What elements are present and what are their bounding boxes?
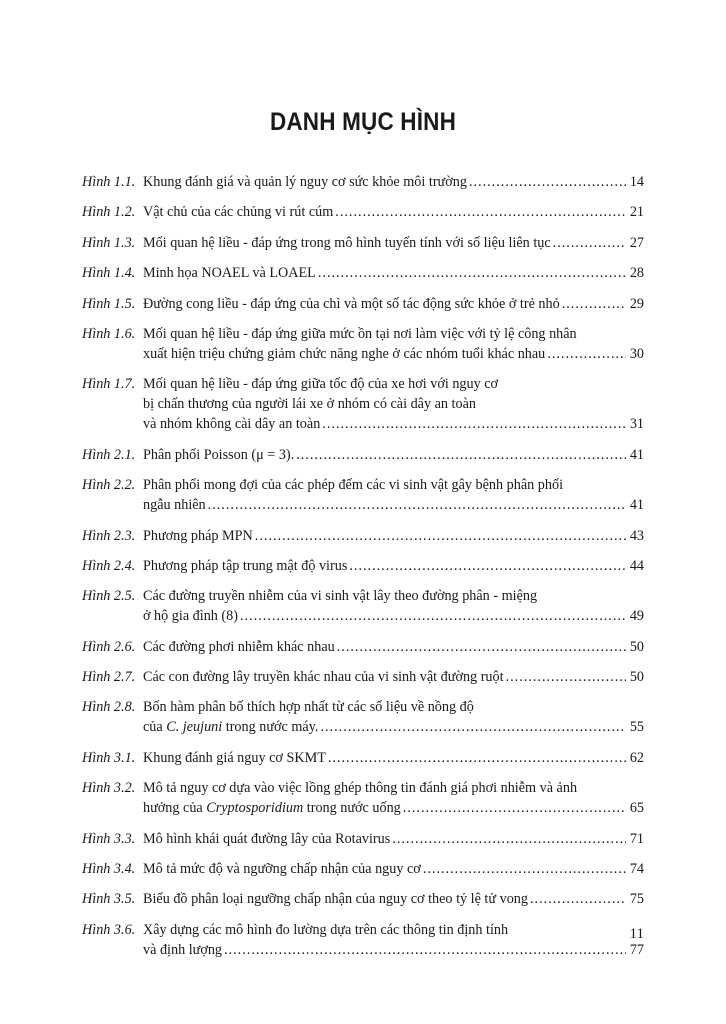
figure-page-number: 65	[629, 800, 644, 817]
figure-label: Hình 2.3.	[82, 527, 136, 544]
figure-label: Hình 3.2.	[82, 780, 136, 797]
figure-caption-line: bị chấn thương của người lái xe ở nhóm có cài dây an toàn	[143, 396, 476, 413]
dot-leader	[296, 445, 626, 465]
dot-leader	[547, 344, 626, 364]
dot-leader	[530, 889, 626, 909]
figure-page-number: 71	[629, 830, 644, 847]
figure-caption-text: trong nước máy.	[222, 719, 319, 736]
figure-caption-text: Biểu đồ phân loại ngưỡng chấp nhận của nguy cơ theo tỷ lệ tử vong	[143, 891, 528, 908]
figure-page-number: 50	[629, 669, 644, 686]
figure-entry	[82, 475, 644, 515]
figure-caption-text: Mô tả mức độ và ngưỡng chấp nhận của nguy cơ	[143, 861, 421, 878]
figure-page-number: 30	[629, 345, 644, 362]
dot-leader	[224, 940, 626, 960]
figure-caption-text: Đường cong liều - đáp ứng của chì và một số tác động sức khỏe ở trẻ nhỏ	[143, 295, 560, 312]
figure-caption-text: xuất hiện triệu chứng giảm chức năng nghe ở các nhóm tuổi khác nhau	[143, 345, 546, 362]
figure-page-number: 14	[629, 174, 644, 190]
figure-caption-text: hưởng của	[143, 800, 207, 817]
figure-label: Hình 3.1.	[82, 749, 136, 766]
figure-page-number: 77	[629, 941, 644, 958]
figure-label: Hình 2.1.	[82, 446, 136, 463]
dot-leader	[318, 263, 626, 283]
figure-caption-text: ở hộ gia đình (8)	[143, 608, 238, 625]
figure-page-number: 62	[629, 749, 644, 766]
dot-leader	[423, 859, 626, 879]
figure-entry	[82, 829, 644, 849]
figure-caption-line	[143, 344, 644, 364]
figure-page-number: 74	[629, 861, 644, 878]
figure-caption-italic: Cryptosporidium	[206, 800, 304, 817]
dot-leader	[469, 172, 626, 192]
figure-caption-line	[143, 748, 644, 768]
figure-caption-text: và nhóm không cài dây an toàn	[143, 416, 321, 433]
figure-entry	[82, 667, 644, 687]
figure-label: Hình 1.5.	[82, 295, 136, 312]
figure-caption-line	[143, 445, 644, 465]
figure-label: Hình 2.6.	[82, 638, 136, 655]
figure-page-number: 50	[629, 638, 644, 655]
figure-label: Hình 2.8.	[82, 699, 136, 716]
figure-caption-line	[143, 889, 644, 909]
figure-page-number: 49	[629, 608, 644, 625]
figure-caption-text: trong nước uống	[303, 800, 401, 817]
figure-caption-line	[143, 202, 644, 222]
figure-label: Hình 1.7.	[82, 376, 136, 393]
figure-entry	[82, 859, 644, 879]
figure-caption-line: Mối quan hệ liều - đáp ứng giữa tốc độ của xe hơi với nguy cơ	[143, 376, 499, 393]
figure-page-number: 31	[629, 416, 644, 433]
page-number: 11	[629, 926, 644, 942]
figure-caption-text: Phân phối Poisson (μ = 3).	[143, 446, 295, 463]
dot-leader	[506, 667, 626, 687]
figure-caption-text: Mối quan hệ liều - đáp ứng trong mô hình tuyến tính với số liệu liên tục	[143, 234, 551, 251]
figure-page-number: 27	[629, 234, 644, 251]
figure-entry	[82, 202, 644, 222]
figure-caption-text: Minh họa NOAEL và LOAEL	[143, 265, 316, 282]
dot-leader	[337, 637, 626, 657]
figure-caption-text: Khung đánh giá và quản lý nguy cơ sức khỏe môi trường	[143, 174, 467, 190]
figure-caption-line: Mô tả nguy cơ dựa vào việc lồng ghép thông tin đánh giá phơi nhiễm và ảnh	[143, 780, 578, 797]
figure-caption-text: Phương pháp tập trung mật độ virus	[143, 557, 348, 574]
figure-caption-text: ngẫu nhiên	[143, 497, 206, 514]
figure-entry	[82, 172, 644, 192]
figure-caption-line	[143, 414, 644, 434]
figure-page-number: 44	[629, 557, 644, 574]
figure-entry	[82, 263, 644, 283]
figure-label: Hình 2.5.	[82, 588, 136, 605]
dot-leader	[320, 717, 626, 737]
figure-caption-line	[143, 526, 644, 546]
figure-entry	[82, 586, 644, 626]
dot-leader	[403, 798, 626, 818]
figure-label: Hình 3.4.	[82, 861, 136, 878]
figure-label: Hình 3.3.	[82, 830, 136, 847]
figure-page-number: 41	[629, 497, 644, 514]
figure-entry	[82, 697, 644, 737]
figure-caption-text: Khung đánh giá nguy cơ SKMT	[143, 749, 326, 766]
dot-leader	[335, 202, 626, 222]
figure-label: Hình 2.2.	[82, 477, 136, 494]
figure-caption-line	[143, 606, 644, 626]
figure-entry	[82, 294, 644, 314]
figure-caption-text: Các đường phơi nhiễm khác nhau	[143, 638, 335, 655]
figure-label: Hình 3.6.	[82, 921, 136, 938]
figure-list	[82, 172, 644, 970]
figure-caption-line: Phân phối mong đợi của các phép đếm các vi sinh vật gây bệnh phân phối	[143, 477, 564, 494]
dot-leader	[240, 606, 626, 626]
dot-leader	[328, 748, 626, 768]
figure-page-number: 43	[629, 527, 644, 544]
figure-page-number: 55	[629, 719, 644, 736]
figure-caption-line	[143, 495, 644, 515]
figure-label: Hình 3.5.	[82, 891, 136, 908]
dot-leader	[553, 233, 626, 253]
figure-entry	[82, 233, 644, 253]
figure-label: Hình 1.3.	[82, 234, 136, 251]
figure-page-number: 29	[629, 295, 644, 312]
figure-caption-line	[143, 263, 644, 283]
figure-entry	[82, 445, 644, 465]
dot-leader	[322, 414, 626, 434]
figure-label: Hình 2.4.	[82, 557, 136, 574]
figure-entry	[82, 324, 644, 364]
figure-entry	[82, 556, 644, 576]
figure-caption-line	[143, 556, 644, 576]
figure-caption-line: Bốn hàm phân bố thích hợp nhất từ các số liệu về nồng độ	[143, 699, 474, 716]
figure-caption-line	[143, 717, 644, 737]
dot-leader	[208, 495, 626, 515]
figure-caption-line	[143, 940, 644, 960]
figure-caption-text: Mô hình khái quát đường lây của Rotavirus	[143, 830, 391, 847]
figure-caption-line	[143, 798, 644, 818]
figure-caption-text: Vật chủ của các chủng vi rút cúm	[143, 204, 334, 221]
figure-caption-line	[143, 233, 644, 253]
figure-caption-line	[143, 667, 644, 687]
figure-page-number: 28	[629, 265, 644, 282]
figure-entry	[82, 374, 644, 434]
figure-caption-line: Xây dựng các mô hình đo lường dựa trên các thông tin định tính	[143, 921, 509, 938]
figure-entry	[82, 526, 644, 546]
figure-caption-line	[143, 859, 644, 879]
figure-entry	[82, 920, 644, 960]
dot-leader	[349, 556, 626, 576]
figure-caption-text: Các con đường lây truyền khác nhau của vi sinh vật đường ruột	[143, 669, 504, 686]
figure-label: Hình 1.6.	[82, 325, 136, 342]
figure-caption-text: Phương pháp MPN	[143, 527, 253, 544]
figure-entry	[82, 778, 644, 818]
page-title: DANH MỤC HÌNH	[269, 108, 457, 136]
figure-entry	[82, 889, 644, 909]
figure-page-number: 41	[629, 446, 644, 463]
figure-caption-italic: C. jeujuni	[166, 719, 223, 736]
figure-label: Hình 2.7.	[82, 669, 136, 686]
figure-caption-text: và định lượng	[143, 941, 223, 958]
figure-page-number: 75	[629, 891, 644, 908]
figure-label: Hình 1.1.	[82, 174, 136, 190]
figure-entry	[82, 637, 644, 657]
figure-page-number: 21	[629, 204, 644, 221]
figure-entry	[82, 748, 644, 768]
figure-caption-line: Mối quan hệ liều - đáp ứng giữa mức ồn tại nơi làm việc với tỷ lệ công nhân	[143, 325, 577, 342]
figure-label: Hình 1.4.	[82, 265, 136, 282]
figure-caption-line	[143, 172, 644, 192]
figure-caption-line	[143, 829, 644, 849]
figure-caption-line: Các đường truyền nhiễm của vi sinh vật lây theo đường phân - miệng	[143, 588, 538, 605]
dot-leader	[255, 526, 626, 546]
figure-caption-line	[143, 294, 644, 314]
dot-leader	[392, 829, 626, 849]
figure-caption-text: của	[143, 719, 167, 736]
figure-caption-line	[143, 637, 644, 657]
dot-leader	[562, 294, 626, 314]
figure-label: Hình 1.2.	[82, 204, 136, 221]
